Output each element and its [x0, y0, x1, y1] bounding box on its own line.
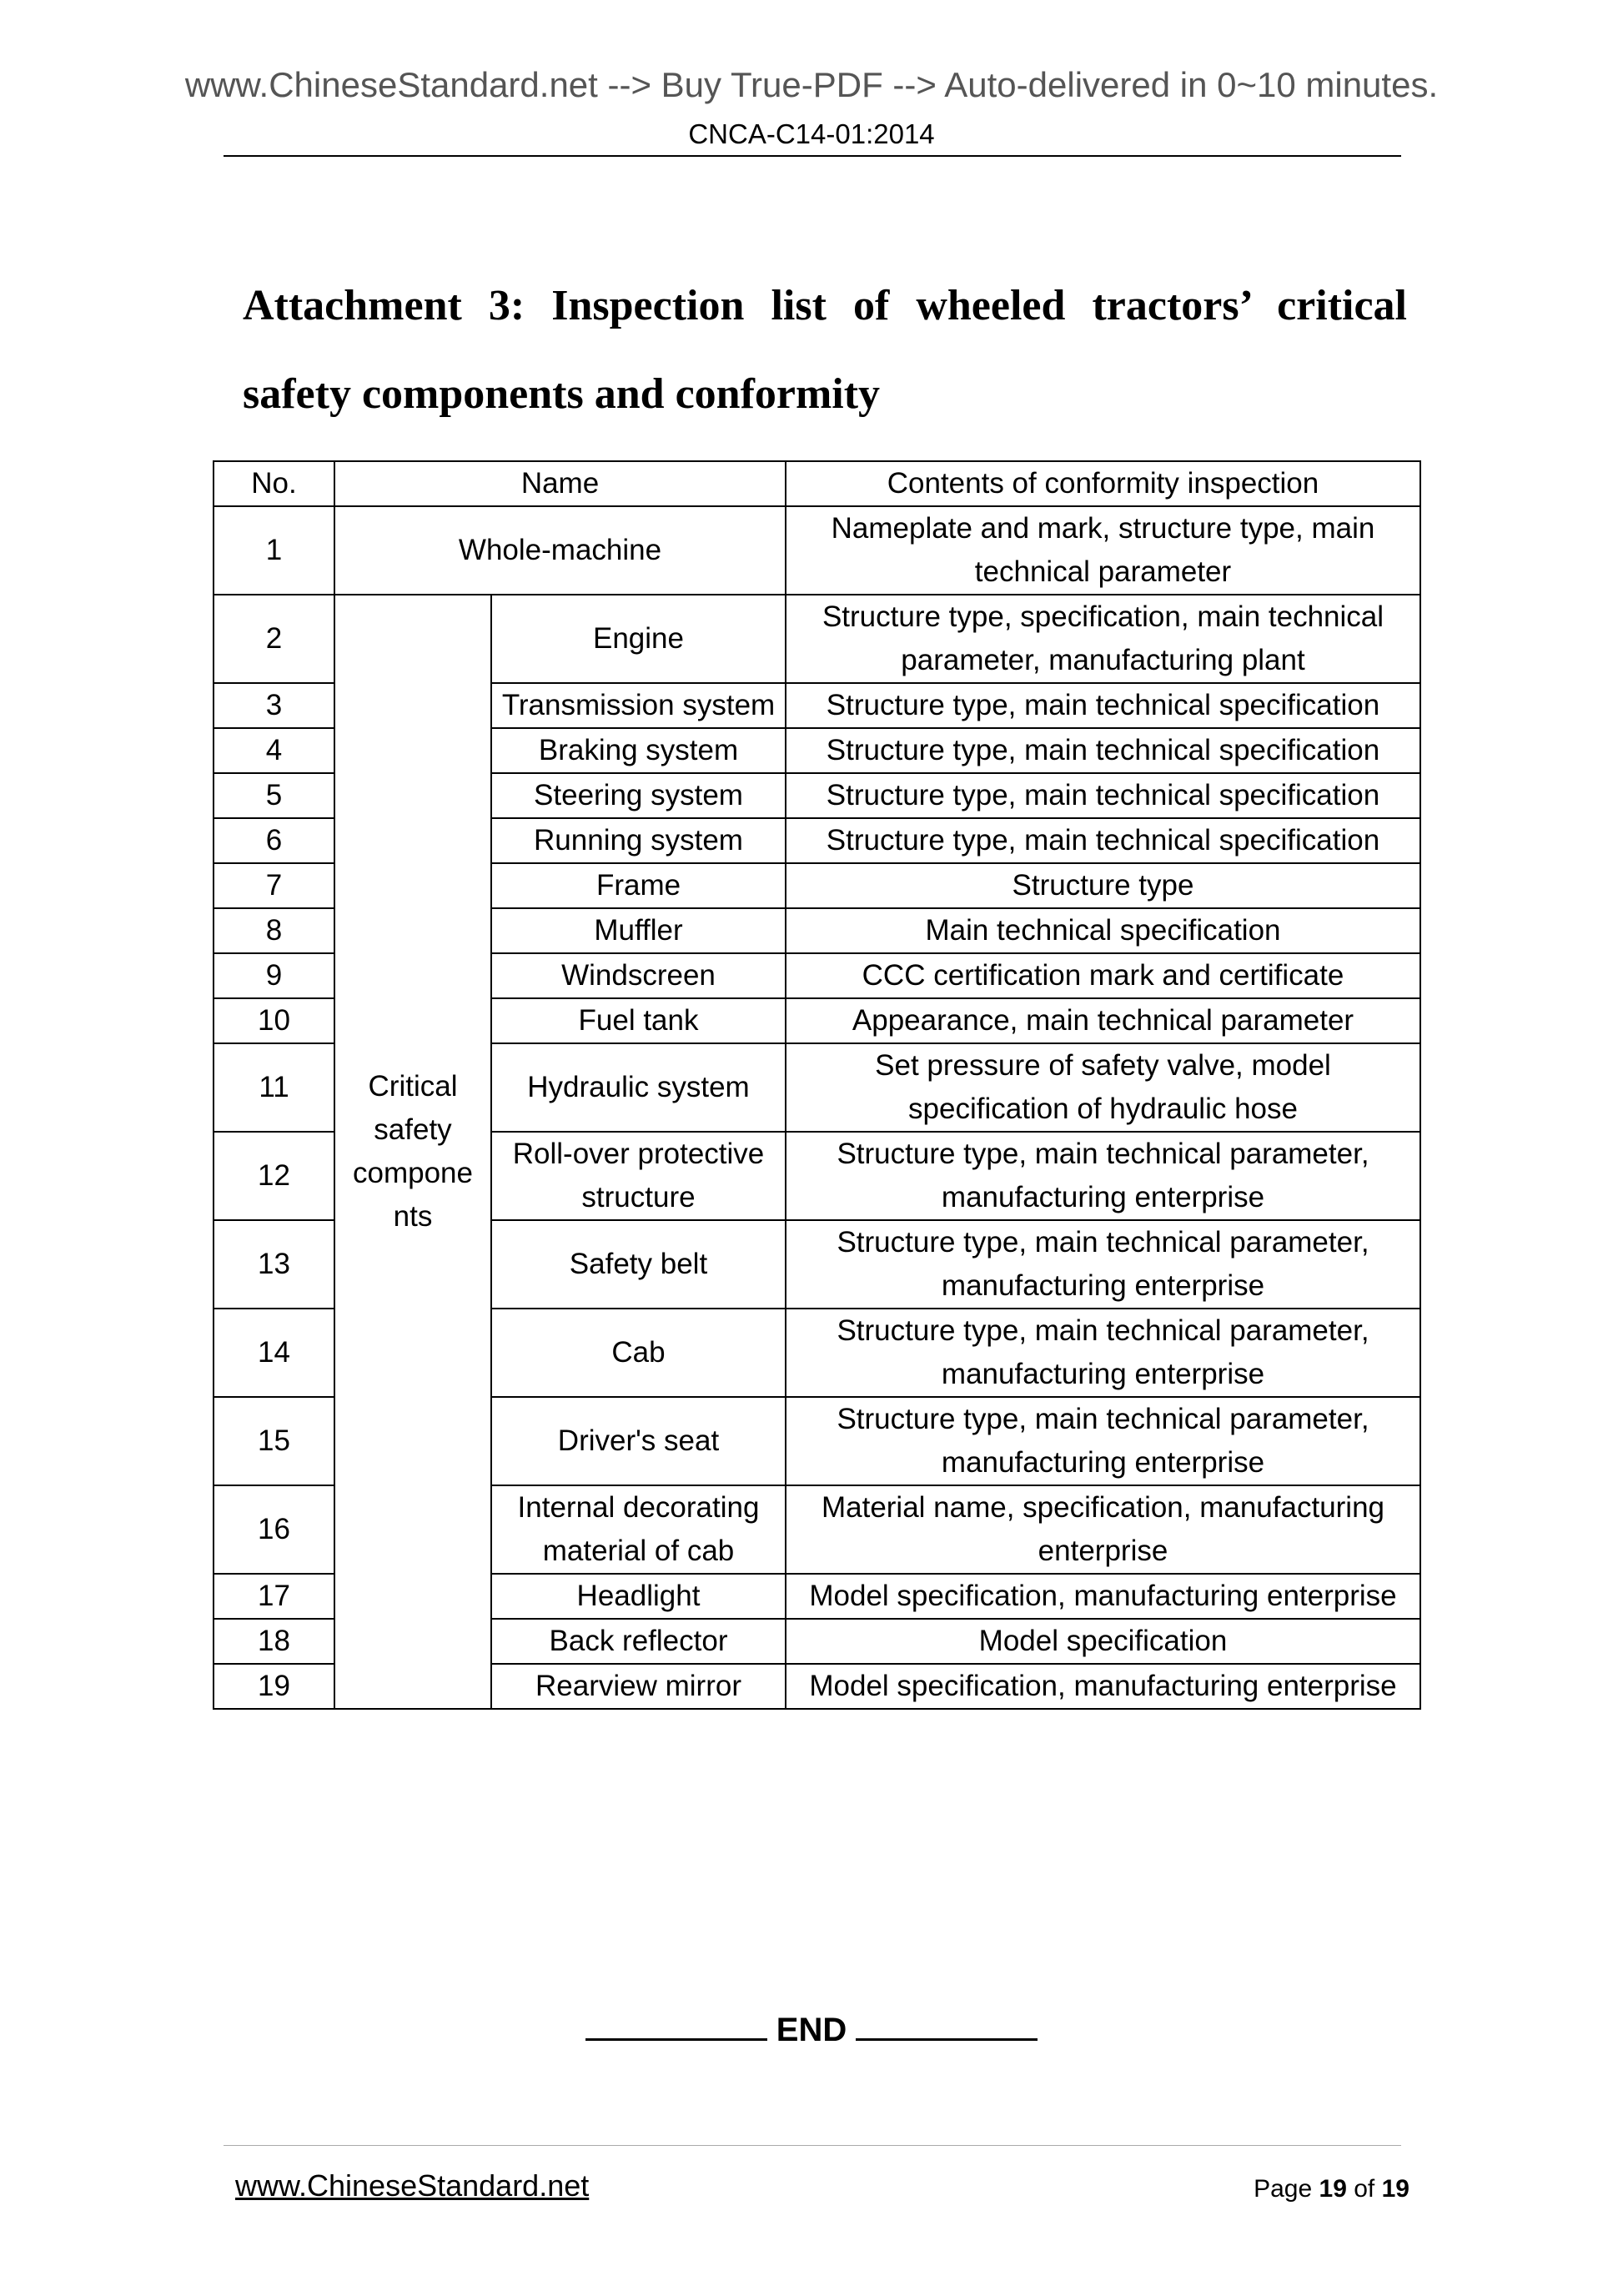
cell-contents: Material name, specification, manufacturing enterprise	[786, 1485, 1420, 1574]
cell-name: Internal decorating material of cab	[491, 1485, 786, 1574]
cell-name: Engine	[491, 595, 786, 683]
cell-contents: Structure type, main technical parameter, manufacturing enterprise	[786, 1397, 1420, 1485]
page-number	[1254, 2175, 1409, 2203]
cell-name: Windscreen	[491, 953, 786, 998]
cell-no: 4	[214, 728, 334, 773]
cell-contents: Structure type, main technical parameter, manufacturing enterprise	[786, 1309, 1420, 1397]
end-right-rule	[856, 2008, 1038, 2041]
page-title: Attachment 3: Inspection list of wheeled tractors’ critical safety components and conformity	[243, 282, 1407, 418]
cell-no: 16	[214, 1485, 334, 1574]
cell-no: 14	[214, 1309, 334, 1397]
cell-name: Whole-machine	[334, 506, 786, 595]
cell-no: 7	[214, 863, 334, 908]
cell-contents: Model specification, manufacturing enterprise	[786, 1664, 1420, 1709]
cell-contents: Structure type, main technical specification	[786, 818, 1420, 863]
document-code: CNCA-C14-01:2014	[688, 118, 935, 149]
cell-contents: Nameplate and mark, structure type, main technical parameter	[786, 506, 1420, 595]
cell-name: Safety belt	[491, 1220, 786, 1309]
cell-no: 3	[214, 683, 334, 728]
cell-no: 15	[214, 1397, 334, 1485]
end-label: END	[776, 2012, 847, 2048]
cell-contents: CCC certification mark and certificate	[786, 953, 1420, 998]
cell-name: Fuel tank	[491, 998, 786, 1043]
cell-name: Cab	[491, 1309, 786, 1397]
header-no: No.	[214, 461, 334, 506]
cell-no: 8	[214, 908, 334, 953]
page-current: 19	[1319, 2175, 1347, 2203]
header-contents: Contents of conformity inspection	[786, 461, 1420, 506]
table-header-row	[214, 461, 1420, 506]
end-left-rule	[585, 2008, 767, 2041]
cell-name: Driver's seat	[491, 1397, 786, 1485]
cell-no: 11	[214, 1043, 334, 1132]
cell-name: Steering system	[491, 773, 786, 818]
footer-divider	[224, 2145, 1401, 2146]
cell-contents: Structure type, main technical specification	[786, 773, 1420, 818]
cell-contents: Main technical specification	[786, 908, 1420, 953]
cell-no: 13	[214, 1220, 334, 1309]
cell-name: Braking system	[491, 728, 786, 773]
cell-group-critical-safety-components: Critical safety compone nts	[334, 595, 491, 1709]
cell-name: Back reflector	[491, 1619, 786, 1664]
page-word: Page	[1254, 2175, 1313, 2203]
cell-name: Running system	[491, 818, 786, 863]
cell-name: Rearview mirror	[491, 1664, 786, 1709]
cell-contents: Structure type, main technical specification	[786, 728, 1420, 773]
cell-name: Roll-over protective structure	[491, 1132, 786, 1220]
cell-no: 17	[214, 1574, 334, 1619]
cell-no: 9	[214, 953, 334, 998]
cell-no: 2	[214, 595, 334, 683]
cell-contents: Structure type, main technical parameter, manufacturing enterprise	[786, 1220, 1420, 1309]
cell-no: 6	[214, 818, 334, 863]
cell-no: 10	[214, 998, 334, 1043]
cell-contents: Set pressure of safety valve, model specification of hydraulic hose	[786, 1043, 1420, 1132]
cell-name: Hydraulic system	[491, 1043, 786, 1132]
cell-contents: Structure type	[786, 863, 1420, 908]
table-row	[214, 506, 1420, 595]
cell-contents: Structure type, main technical specification	[786, 683, 1420, 728]
cell-name: Headlight	[491, 1574, 786, 1619]
cell-contents: Appearance, main technical parameter	[786, 998, 1420, 1043]
cell-name: Frame	[491, 863, 786, 908]
cell-contents: Structure type, specification, main technical parameter, manufacturing plant	[786, 595, 1420, 683]
inspection-table	[213, 460, 1421, 1710]
end-marker	[0, 2008, 1623, 2049]
cell-no: 1	[214, 506, 334, 595]
cell-contents: Structure type, main technical parameter, manufacturing enterprise	[786, 1132, 1420, 1220]
table-row	[214, 595, 1420, 683]
cell-name: Muffler	[491, 908, 786, 953]
cell-no: 18	[214, 1619, 334, 1664]
cell-contents: Model specification, manufacturing enterprise	[786, 1574, 1420, 1619]
header-divider	[224, 155, 1401, 157]
page-total: 19	[1381, 2175, 1409, 2203]
header-banner: www.ChineseStandard.net --> Buy True-PDF --> Auto-delivered in 0~10 minutes.	[184, 65, 1439, 104]
cell-no: 19	[214, 1664, 334, 1709]
cell-contents: Model specification	[786, 1619, 1420, 1664]
page-of: of	[1354, 2175, 1375, 2203]
cell-no: 5	[214, 773, 334, 818]
cell-name: Transmission system	[491, 683, 786, 728]
footer-website-link[interactable]: www.ChineseStandard.net	[235, 2168, 590, 2203]
cell-no: 12	[214, 1132, 334, 1220]
header-name: Name	[334, 461, 786, 506]
